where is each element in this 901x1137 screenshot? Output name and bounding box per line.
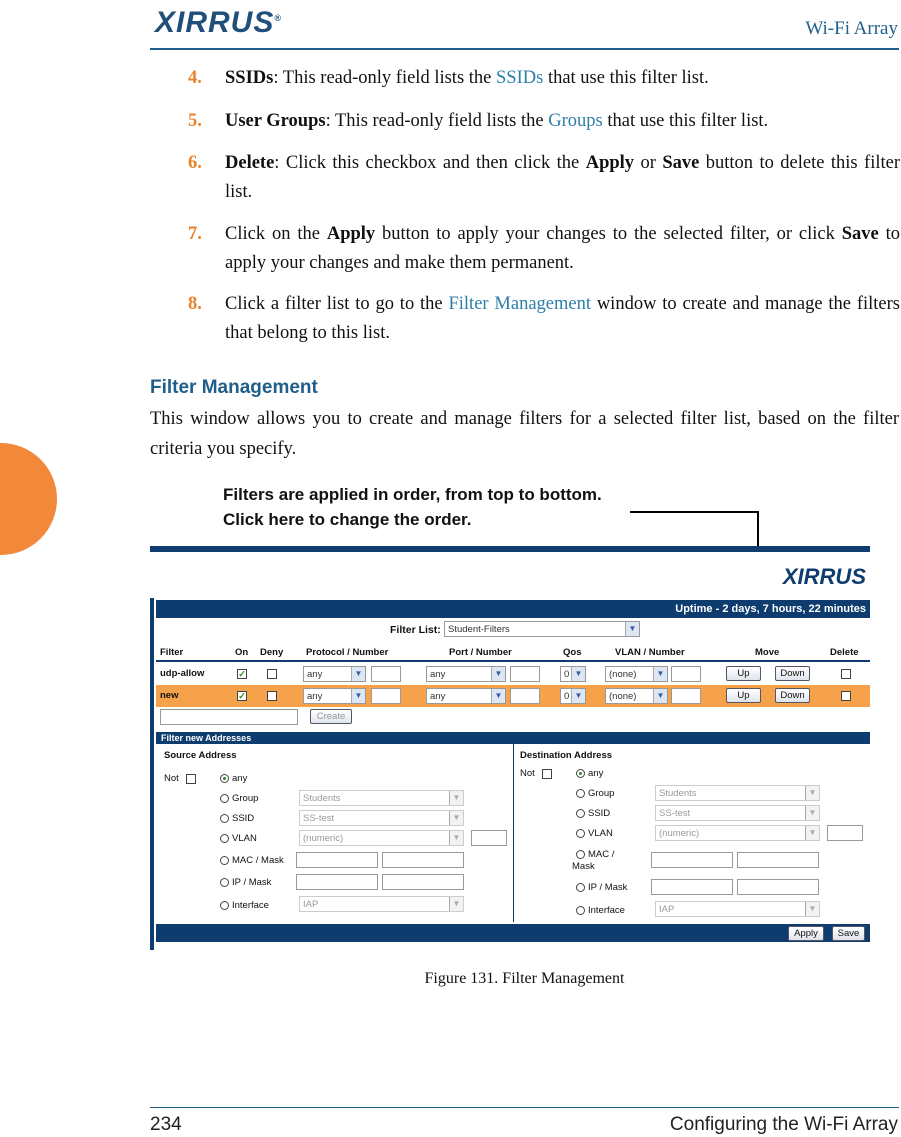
source-interface-radio[interactable] [220,901,229,910]
dest-ip-radio[interactable] [576,883,585,892]
source-address-pane: Source Address Not any Group Students ▼ SSID SS-test ▼ VLAN (numeric) ▼ MAC / Mask IP / Mask Interface IAP ▼ [156,746,512,922]
dest-group-select[interactable]: Students ▼ [655,785,820,801]
chevron-down-icon: ▼ [805,786,819,800]
vlan-select[interactable]: (none) ▼ [605,666,668,682]
move-down-button[interactable]: Down [775,688,810,703]
source-ip-input[interactable] [296,874,378,890]
step-7: 7. Click on the Apply button to apply your changes to the selected filter, or click Save to apply your changes and make them permanent. [188,224,901,273]
xirrus-logo: XIRRUS® [155,6,282,39]
chevron-down-icon: ▼ [351,667,365,681]
chevron-down-icon: ▼ [805,902,819,916]
source-group-select[interactable]: Students ▼ [299,790,464,806]
chevron-down-icon: ▼ [449,811,463,825]
figure-caption: Figure 131. Filter Management [424,970,625,987]
dest-interface-select[interactable]: IAP ▼ [655,901,820,917]
source-interface-select[interactable]: IAP ▼ [299,896,464,912]
on-checkbox[interactable]: ✓ [238,691,246,701]
dest-vlan-radio[interactable] [576,829,585,838]
dest-mac-input[interactable] [651,852,733,868]
callout-text: Filters are applied in order, from top to bottom. Click here to change the order. [223,485,602,529]
screenshot-left-bar [150,598,154,950]
source-mac-radio[interactable] [220,856,229,865]
source-vlan-radio[interactable] [220,834,229,843]
qos-select[interactable]: 0 ▼ [560,666,586,682]
chevron-down-icon: ▼ [805,806,819,820]
chevron-down-icon: ▼ [491,667,505,681]
source-mac-mask-input[interactable] [382,852,464,868]
chevron-down-icon: ▼ [653,667,667,681]
destination-address-pane: Destination Address Not any Group Students ▼ SSID SS-test ▼ VLAN (numeric) ▼ MAC / Mask IP / Mask Interface IAP ▼ [514,746,870,922]
chevron-down-icon: ▼ [449,897,463,911]
move-up-button[interactable]: Up [726,666,761,681]
dest-vlan-input[interactable] [827,825,863,841]
dest-ssid-radio[interactable] [576,809,585,818]
groups-link[interactable]: Groups [548,111,603,131]
protocol-select[interactable]: any ▼ [303,666,366,682]
chevron-down-icon: ▼ [571,667,585,681]
screenshot-top-strip [150,546,870,552]
chevron-down-icon: ▼ [449,831,463,845]
source-ip-radio[interactable] [220,878,229,887]
chevron-down-icon: ▼ [491,689,505,703]
source-vlan-input[interactable] [471,830,507,846]
delete-checkbox[interactable] [841,691,851,701]
dest-ip-input[interactable] [651,879,733,895]
filter-row-udp-allow[interactable]: udp-allow ✓ any ▼ any ▼ 0 ▼ (none) ▼ Up Down [156,663,870,685]
bottom-button-bar [156,924,870,942]
dest-any-radio[interactable] [576,769,585,778]
new-filter-name-input[interactable] [160,709,298,725]
dest-ip-mask-input[interactable] [737,879,819,895]
protocol-select[interactable]: any ▼ [303,688,366,704]
filter-management-link[interactable]: Filter Management [448,294,591,314]
chevron-down-icon: ▼ [805,826,819,840]
port-number-input[interactable] [510,688,540,704]
save-button[interactable]: Save [832,926,865,941]
ssids-link[interactable]: SSIDs [496,68,544,88]
uptime-bar: Uptime - 2 days, 7 hours, 22 minutes [156,600,870,618]
dest-interface-radio[interactable] [576,906,585,915]
move-up-button[interactable]: Up [726,688,761,703]
chevron-down-icon: ▼ [653,689,667,703]
delete-checkbox[interactable] [841,669,851,679]
page-number: 234 [150,1114,182,1135]
section-paragraph: This window allows you to create and manage filters for a selected filter list, based on the filter criteria you specify. [150,409,899,459]
protocol-number-input[interactable] [371,688,401,704]
dest-mac-radio[interactable] [576,850,585,859]
source-vlan-select[interactable]: (numeric) ▼ [299,830,464,846]
chevron-down-icon: ▼ [625,622,639,636]
vlan-number-input[interactable] [671,666,701,682]
filter-row-new[interactable]: new ✓ any ▼ any ▼ 0 ▼ (none) ▼ Up Down [156,685,870,707]
port-select[interactable]: any ▼ [426,666,506,682]
on-checkbox[interactable]: ✓ [238,669,246,679]
source-ssid-radio[interactable] [220,814,229,823]
source-mac-input[interactable] [296,852,378,868]
header-title: Wi-Fi Array [805,18,898,39]
create-filter-row [156,706,870,728]
footer-chapter: Configuring the Wi-Fi Array [669,1114,898,1135]
chevron-down-icon: ▼ [449,791,463,805]
step-4: 4. SSIDs: This read-only field lists the SSIDs that use this filter list. [188,68,709,88]
dest-ssid-select[interactable]: SS-test ▼ [655,805,820,821]
source-ip-mask-input[interactable] [382,874,464,890]
filter-table-header: Filter On Deny Protocol / Number Port / Number Qos VLAN / Number Move Delete [156,646,870,662]
port-number-input[interactable] [510,666,540,682]
filter-list-select[interactable]: Student-Filters ▼ [444,621,640,637]
qos-select[interactable]: 0 ▼ [560,688,586,704]
deny-checkbox[interactable] [267,669,277,679]
step-8: 8. Click a filter list to go to the Filter Management window to create and manage the filters that belong to this list. [188,294,901,343]
dest-vlan-select[interactable]: (numeric) ▼ [655,825,820,841]
chevron-down-icon: ▼ [351,689,365,703]
source-group-radio[interactable] [220,794,229,803]
vlan-number-input[interactable] [671,688,701,704]
move-down-button[interactable]: Down [775,666,810,681]
step-5: 5. User Groups: This read-only field lists the Groups that use this filter list. [188,111,769,131]
port-select[interactable]: any ▼ [426,688,506,704]
filter-list-label: Filter List: [390,624,441,636]
source-not-checkbox[interactable] [186,774,196,784]
step-6: 6. Delete: Click this checkbox and then click the Apply or Save button to delete this filter list. [188,153,901,202]
section-heading: Filter Management [150,377,318,398]
filter-management-screenshot [150,546,870,951]
filter-list-row [156,618,870,640]
protocol-number-input[interactable] [371,666,401,682]
footer-rule [150,1107,899,1108]
source-any-radio[interactable] [220,774,229,783]
vlan-select[interactable]: (none) ▼ [605,688,668,704]
addresses-bar: Filter new Addresses [156,732,870,744]
dest-group-radio[interactable] [576,789,585,798]
source-ssid-select[interactable]: SS-test ▼ [299,810,464,826]
create-button[interactable]: Create [310,709,352,724]
apply-button[interactable]: Apply [788,926,824,941]
dest-mac-mask-input[interactable] [737,852,819,868]
screenshot-logo: XIRRUS [782,564,866,589]
chevron-down-icon: ▼ [571,689,585,703]
deny-checkbox[interactable] [267,691,277,701]
dest-not-checkbox[interactable] [542,769,552,779]
